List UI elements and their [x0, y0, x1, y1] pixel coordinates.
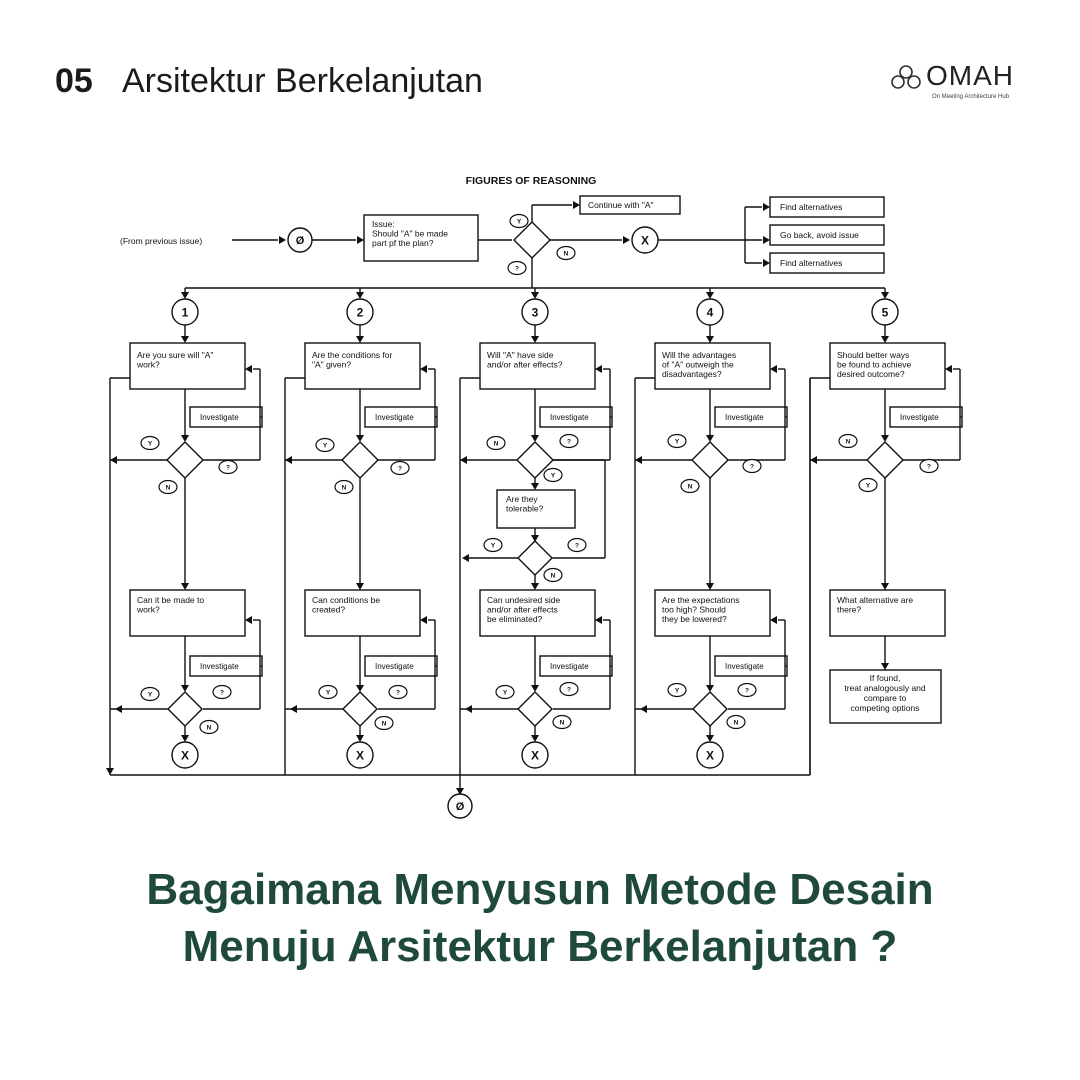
- arrowhead: [881, 435, 889, 442]
- b5-yes-label: Y: [865, 482, 871, 490]
- arrowhead: [531, 685, 539, 692]
- arrowhead: [356, 735, 364, 742]
- b5-no-label: N: [845, 438, 851, 446]
- b4-2-yes-label: Y: [674, 687, 680, 695]
- branch-2-decision-1: [342, 442, 378, 478]
- arrowhead: [763, 236, 770, 244]
- branch-5-question2-text: there?: [837, 604, 862, 615]
- branch-3-question-text: and/or after effects?: [487, 359, 563, 370]
- arrowhead: [770, 616, 777, 624]
- branch-3-decision-2: [518, 692, 552, 726]
- branch-5-final-text: compare to: [863, 693, 907, 703]
- header-title: Arsitektur Berkelanjutan: [122, 62, 483, 100]
- arrowhead: [290, 705, 297, 713]
- arrowhead: [531, 435, 539, 442]
- branch-1-investigate-2-text: Investigate: [200, 662, 239, 671]
- arrowhead: [881, 336, 889, 343]
- branch-2-investigate-2-text: Investigate: [375, 662, 414, 671]
- arrowhead: [945, 365, 952, 373]
- branch-4-decision-1: [692, 442, 728, 478]
- branch-5-final-text: treat analogously and: [844, 683, 926, 693]
- arrowhead: [279, 236, 286, 244]
- arrowhead: [181, 735, 189, 742]
- arrowhead: [635, 456, 642, 464]
- branch-2-x-node-label: X: [355, 748, 365, 763]
- logo-tagline: On Meeting Architecture Hub: [932, 94, 1010, 100]
- arrowhead: [706, 292, 714, 299]
- arrowhead: [531, 583, 539, 590]
- arrowhead: [623, 236, 630, 244]
- branch-5-final-text: If found,: [869, 673, 901, 683]
- branch-2-decision-2: [343, 692, 377, 726]
- arrowhead: [531, 483, 539, 490]
- branch-2-question-text: "A" given?: [312, 359, 352, 370]
- arrowhead: [181, 292, 189, 299]
- arrowhead: [356, 336, 364, 343]
- branch-3-x-node-label: X: [530, 748, 540, 763]
- issue-question-label: ?: [515, 265, 519, 273]
- arrowhead: [181, 435, 189, 442]
- branch-4-question-text: Will the advantages: [662, 350, 737, 360]
- arrowhead: [420, 365, 427, 373]
- branch-3-investigate-2-text: Investigate: [550, 662, 589, 671]
- arrowhead: [356, 292, 364, 299]
- arrowhead: [356, 435, 364, 442]
- branch-4-question2-text: Are the expectations: [662, 595, 740, 605]
- branch-4-question2-text: too high? Should: [662, 604, 726, 615]
- from-previous-label: (From previous issue): [120, 236, 203, 246]
- branch-1-decision-1: [167, 442, 203, 478]
- b4-no-label: N: [687, 483, 693, 491]
- outcome-text-1: Find alternatives: [780, 202, 843, 212]
- branch-2-question-text: Are the conditions for: [312, 350, 393, 360]
- arrowhead: [357, 236, 364, 244]
- b3m-yes-label: Y: [490, 542, 496, 550]
- branch-5-number-label: 5: [881, 305, 889, 320]
- branch-4-x-node-label: X: [705, 748, 715, 763]
- issue-text: part pf the plan?: [372, 238, 434, 248]
- branch-5-question-text: Should better ways: [837, 350, 910, 360]
- arrowhead: [531, 292, 539, 299]
- outcome-text-3: Find alternatives: [780, 258, 843, 268]
- arrowhead: [640, 705, 647, 713]
- continue-text: Continue with "A": [588, 200, 654, 210]
- arrowhead: [420, 616, 427, 624]
- diagram-title: FIGURES OF REASONING: [465, 175, 597, 187]
- branch-2-number-label: 2: [356, 305, 364, 320]
- branch-2-investigate-1-text: Investigate: [375, 413, 414, 422]
- b1-no-label: N: [165, 484, 171, 492]
- arrowhead: [763, 203, 770, 211]
- arrowhead: [706, 685, 714, 692]
- branch-4-question2-text: they be lowered?: [662, 614, 727, 624]
- branch-4-question-text: of "A" outweigh the: [662, 359, 734, 370]
- branch-3-number-label: 3: [531, 305, 539, 320]
- b1-2-q-label: ?: [220, 689, 224, 697]
- branch-1-question2-text: Can it be made to: [137, 595, 205, 605]
- branch-3-investigate-1-text: Investigate: [550, 413, 589, 422]
- arrowhead: [595, 616, 602, 624]
- branch-2-question2-text: created?: [312, 604, 346, 615]
- branch-4-investigate-2-text: Investigate: [725, 662, 764, 671]
- b1-2-no-label: N: [206, 724, 212, 732]
- branch-1-question-text: Are you sure will "A": [137, 350, 214, 360]
- arrowhead: [881, 292, 889, 299]
- b3-2-no-label: N: [559, 719, 565, 727]
- b5-q-label: ?: [927, 463, 931, 471]
- b3m-no-label: N: [550, 572, 556, 580]
- arrowhead: [706, 735, 714, 742]
- b4-2-no-label: N: [733, 719, 739, 727]
- end-null-node-label: Ø: [455, 800, 465, 813]
- branch-3-question-text: Will "A" have side: [487, 350, 554, 360]
- branch-3-tolerable-text: Are they: [506, 494, 538, 504]
- branch-3-question2-text: be eliminated?: [487, 614, 543, 624]
- arrowhead: [285, 456, 292, 464]
- b1-2-yes-label: Y: [147, 691, 153, 699]
- b1-q-label: ?: [226, 464, 230, 472]
- arrowhead: [460, 456, 467, 464]
- arrowhead: [181, 685, 189, 692]
- branch-5-decision-1: [867, 442, 903, 478]
- arrowhead: [810, 456, 817, 464]
- branch-1-question2-text: work?: [137, 604, 160, 615]
- branch-5-question-text: desired outcome?: [837, 369, 905, 379]
- arrowhead: [115, 705, 122, 713]
- branch-1-number-label: 1: [181, 305, 189, 320]
- issue-yes-label: Y: [516, 218, 522, 226]
- branch-3-question2-text: and/or after effects: [487, 604, 558, 615]
- arrowhead: [245, 365, 252, 373]
- arrowhead: [573, 201, 580, 209]
- arrowhead: [706, 435, 714, 442]
- b3-2-yes-label: Y: [502, 689, 508, 697]
- b2-yes-label: Y: [322, 442, 328, 450]
- b2-2-q-label: ?: [396, 689, 400, 697]
- b3-no-label: N: [493, 440, 499, 448]
- arrowhead: [531, 336, 539, 343]
- arrowhead: [881, 583, 889, 590]
- arrowhead: [181, 336, 189, 343]
- headline-line-1: Bagaimana Menyusun Metode Desain: [146, 865, 934, 914]
- b4-2-q-label: ?: [745, 687, 749, 695]
- b3-2-q-label: ?: [567, 686, 571, 694]
- start-null-node-label: Ø: [295, 234, 305, 247]
- arrowhead: [181, 583, 189, 590]
- issue-text: Issue:: [372, 219, 395, 229]
- arrowhead: [245, 616, 252, 624]
- arrowhead: [110, 456, 117, 464]
- branch-5-question-text: be found to achieve: [837, 359, 912, 370]
- arrowhead: [356, 583, 364, 590]
- arrowhead: [356, 685, 364, 692]
- headline-line-2: Menuju Arsitektur Berkelanjutan ?: [182, 922, 898, 971]
- arrowhead: [763, 259, 770, 267]
- b2-2-no-label: N: [381, 720, 387, 728]
- logo-name: OMAH: [926, 60, 1014, 91]
- branch-4-decision-2: [693, 692, 727, 726]
- branch-5-final-text: competing options: [850, 703, 920, 713]
- branch-3-question2-text: Can undesired side: [487, 595, 561, 605]
- arrowhead: [706, 336, 714, 343]
- branch-4-investigate-1-text: Investigate: [725, 413, 764, 422]
- issue-x-node-label: X: [640, 233, 650, 248]
- branch-5-question2-text: What alternative are: [837, 595, 914, 605]
- arrowhead: [531, 735, 539, 742]
- b3-q-label: ?: [567, 438, 571, 446]
- b4-yes-label: Y: [674, 438, 680, 446]
- arrowhead: [465, 705, 472, 713]
- branch-4-question-text: disadvantages?: [662, 369, 722, 379]
- header-number: 05: [55, 62, 93, 100]
- branch-1-x-node-label: X: [180, 748, 190, 763]
- arrowhead: [106, 768, 114, 775]
- branch-1-question-text: work?: [137, 359, 160, 370]
- branch-1-investigate-1-text: Investigate: [200, 413, 239, 422]
- issue-text: Should "A" be made: [372, 228, 448, 239]
- b2-2-yes-label: Y: [325, 689, 331, 697]
- b3m-q-label: ?: [575, 542, 579, 550]
- branch-4-number-label: 4: [706, 305, 714, 320]
- outcome-text-2: Go back, avoid issue: [780, 230, 859, 240]
- branch-5-investigate-1-text: Investigate: [900, 413, 939, 422]
- b4-q-label: ?: [750, 463, 754, 471]
- arrowhead: [706, 583, 714, 590]
- arrowhead: [881, 663, 889, 670]
- arrowhead: [770, 365, 777, 373]
- b3-yes-label: Y: [550, 472, 556, 480]
- branch-1-decision-2: [168, 692, 202, 726]
- branch-2-question2-text: Can conditions be: [312, 595, 381, 605]
- arrowhead: [462, 554, 469, 562]
- branch-3-tolerable-text: tolerable?: [506, 503, 544, 514]
- arrowhead: [595, 365, 602, 373]
- b2-q-label: ?: [398, 465, 402, 473]
- b1-yes-label: Y: [147, 440, 153, 448]
- issue-no-label: N: [563, 250, 569, 258]
- b2-no-label: N: [341, 484, 347, 492]
